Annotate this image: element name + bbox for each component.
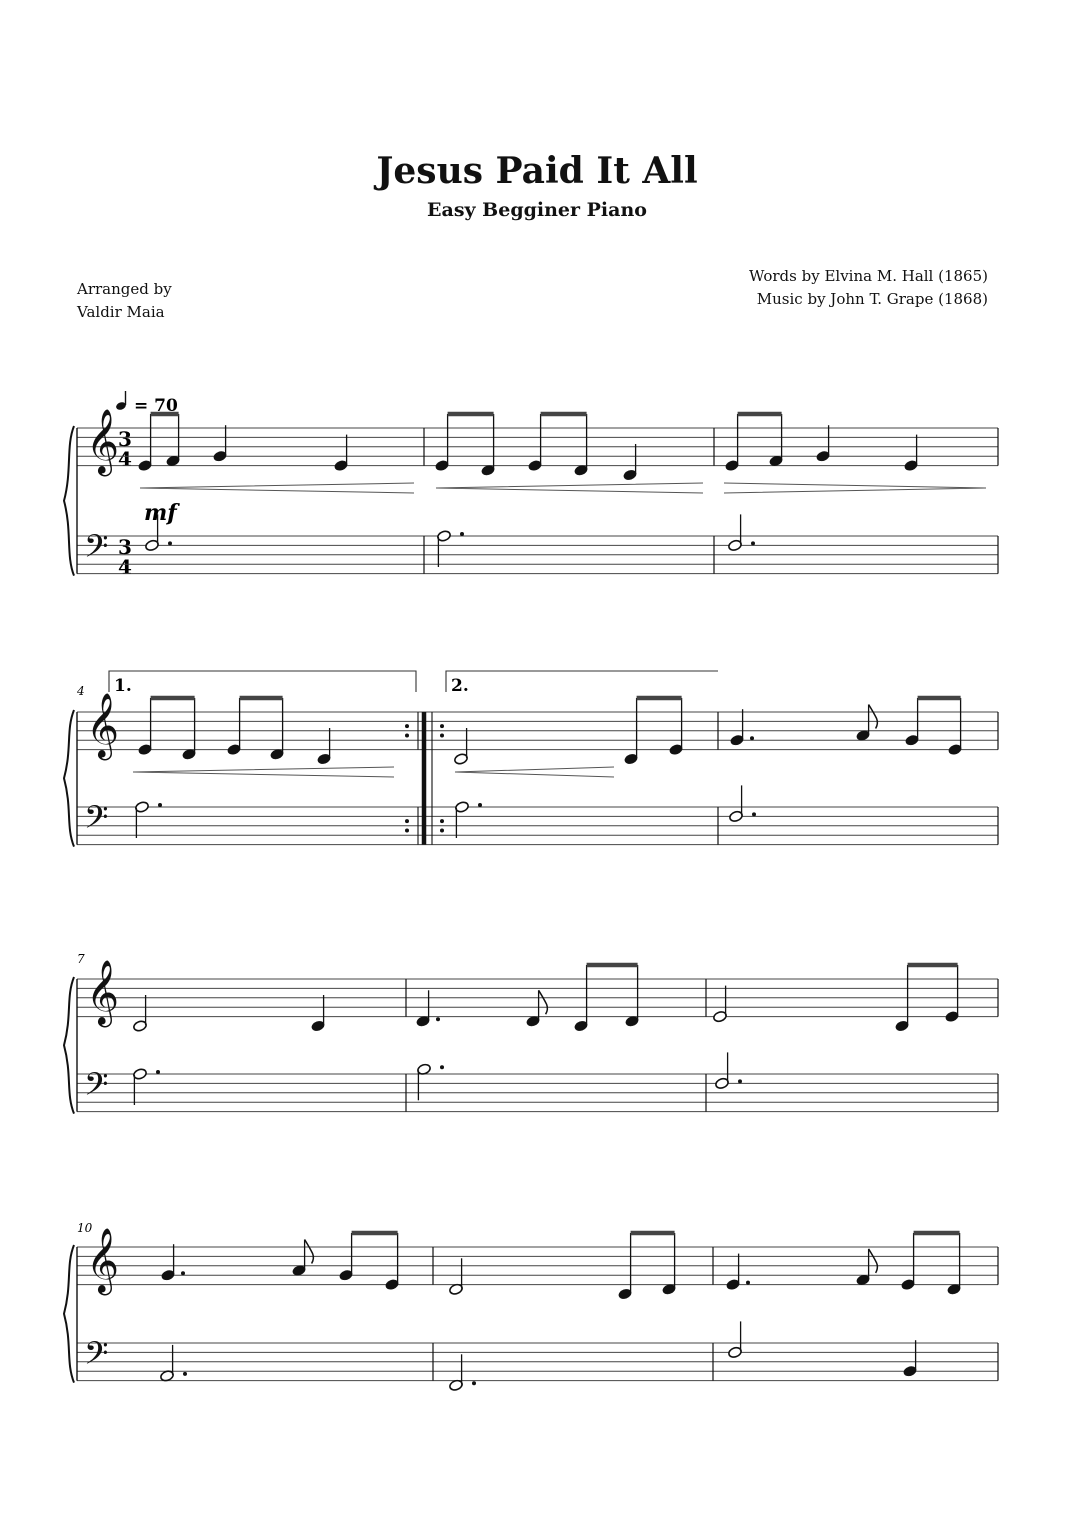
treble-clef-icon: 𝄞 <box>86 960 120 1025</box>
note <box>334 435 349 472</box>
bass-clef-icon: 𝄢 <box>84 1335 109 1379</box>
arranger-name: Valdir Maia <box>77 303 165 321</box>
note <box>528 414 543 472</box>
words-credit: Words by Elvina M. Hall (1865) <box>748 267 988 285</box>
note-flag <box>539 990 548 1014</box>
time-signature-bottom-treble: 4 <box>118 447 132 471</box>
repeat-dot <box>440 724 444 728</box>
note <box>138 698 153 756</box>
augmentation-dot <box>752 812 756 816</box>
note <box>133 1068 148 1105</box>
note <box>726 1254 741 1291</box>
crescendo-hairpin <box>140 483 414 493</box>
note <box>948 698 963 756</box>
note <box>317 728 332 765</box>
note <box>728 514 743 551</box>
augmentation-dot <box>156 1070 160 1074</box>
augmentation-dot <box>478 803 482 807</box>
score-markings <box>76 391 718 1235</box>
score-subtitle: Easy Begginer Piano <box>427 199 647 221</box>
note <box>895 965 910 1032</box>
system-brace <box>64 1245 74 1383</box>
augmentation-dot <box>746 1281 750 1285</box>
staff-bass-0 <box>77 536 998 574</box>
arranger-label: Arranged by <box>77 280 172 298</box>
note-flag <box>305 1240 314 1264</box>
note <box>715 1052 730 1089</box>
treble-clef-icon: 𝄞 <box>86 1228 120 1293</box>
staff-bass-2 <box>77 1074 998 1112</box>
note <box>574 965 589 1032</box>
note <box>449 1354 464 1391</box>
note <box>227 698 242 756</box>
note <box>292 1240 314 1277</box>
augmentation-dot <box>750 736 754 740</box>
dynamic-marking: mf <box>144 500 177 526</box>
augmentation-dot <box>436 1017 440 1021</box>
crescendo-hairpin <box>133 767 394 777</box>
augmentation-dot <box>183 1372 187 1376</box>
augmentation-dot <box>751 541 755 545</box>
note <box>417 1063 432 1100</box>
staff-treble-1 <box>77 712 998 750</box>
crescendo-hairpin <box>455 767 614 777</box>
note <box>769 414 784 467</box>
note <box>901 1233 916 1291</box>
note <box>945 965 960 1023</box>
staff-treble-2 <box>77 979 998 1017</box>
note <box>416 990 431 1027</box>
note <box>725 414 740 472</box>
score-title: Jesus Paid It All <box>376 150 698 192</box>
note <box>903 1340 918 1377</box>
note <box>624 698 639 765</box>
augmentation-dot <box>168 541 172 545</box>
note <box>729 785 744 822</box>
augmentation-dot <box>460 532 464 536</box>
treble-clef-icon: 𝄞 <box>86 693 120 758</box>
augmentation-dot <box>472 1381 476 1385</box>
bass-clef-icon: 𝄢 <box>84 528 109 572</box>
treble-clef-icon: 𝄞 <box>86 409 120 474</box>
note <box>435 414 450 472</box>
note <box>166 414 181 467</box>
note <box>904 435 919 472</box>
note <box>449 1258 464 1295</box>
system-brace <box>64 426 74 576</box>
note <box>625 965 640 1028</box>
augmentation-dot <box>440 1065 444 1069</box>
note <box>270 698 285 761</box>
repeat-dot <box>405 829 409 833</box>
repeat-dot <box>405 724 409 728</box>
note <box>816 425 831 462</box>
measure-number-10: 10 <box>77 1221 93 1235</box>
note <box>160 1345 175 1382</box>
system-brace <box>64 710 74 847</box>
repeat-dot <box>405 819 409 823</box>
note <box>385 1233 400 1291</box>
note <box>905 698 920 746</box>
note <box>856 1249 878 1286</box>
music-credit: Music by John T. Grape (1868) <box>756 290 988 308</box>
note <box>481 414 496 477</box>
measure-number-7: 7 <box>77 952 85 966</box>
note-flag <box>869 705 878 729</box>
note <box>947 1233 962 1296</box>
note <box>454 728 469 765</box>
system-brace <box>64 977 74 1114</box>
repeat-dot <box>440 829 444 833</box>
note <box>182 698 197 761</box>
note <box>730 709 745 746</box>
decrescendo-hairpin <box>724 483 986 493</box>
time-signature-top-treble: 3 <box>118 427 132 451</box>
crescendo-hairpin <box>436 483 703 493</box>
staff-bass-1 <box>77 807 998 845</box>
note <box>213 425 228 462</box>
augmentation-dot <box>158 803 162 807</box>
tempo-value: = 70 <box>134 396 178 416</box>
augmentation-dot <box>738 1079 742 1083</box>
time-signature-top-bass: 3 <box>118 535 132 559</box>
note <box>339 1233 354 1281</box>
volta-label-first: 1. <box>114 676 132 696</box>
note <box>728 1321 743 1358</box>
note <box>623 444 638 481</box>
measure-number-4: 4 <box>77 684 85 698</box>
note <box>526 990 548 1027</box>
note <box>662 1233 677 1296</box>
repeat-dot <box>440 734 444 738</box>
note <box>669 698 684 756</box>
note <box>618 1233 633 1300</box>
bass-clef-icon: 𝄢 <box>84 1066 109 1110</box>
note <box>311 995 326 1032</box>
volta-label-second: 2. <box>451 676 469 696</box>
note <box>161 1244 176 1281</box>
note <box>133 995 148 1032</box>
staff-bass-3 <box>77 1343 998 1381</box>
note <box>574 414 589 477</box>
note <box>138 414 153 472</box>
note <box>455 801 470 838</box>
volta-bracket-first <box>109 671 416 696</box>
note <box>713 986 728 1023</box>
note <box>856 705 878 742</box>
time-signature-bottom-bass: 4 <box>118 555 132 579</box>
note <box>135 801 150 838</box>
augmentation-dot <box>181 1271 185 1275</box>
note-flag <box>869 1249 878 1273</box>
bass-clef-icon: 𝄢 <box>84 799 109 843</box>
repeat-dot <box>440 819 444 823</box>
note <box>437 530 452 567</box>
repeat-dot <box>405 734 409 738</box>
volta-bracket-second <box>446 671 718 696</box>
